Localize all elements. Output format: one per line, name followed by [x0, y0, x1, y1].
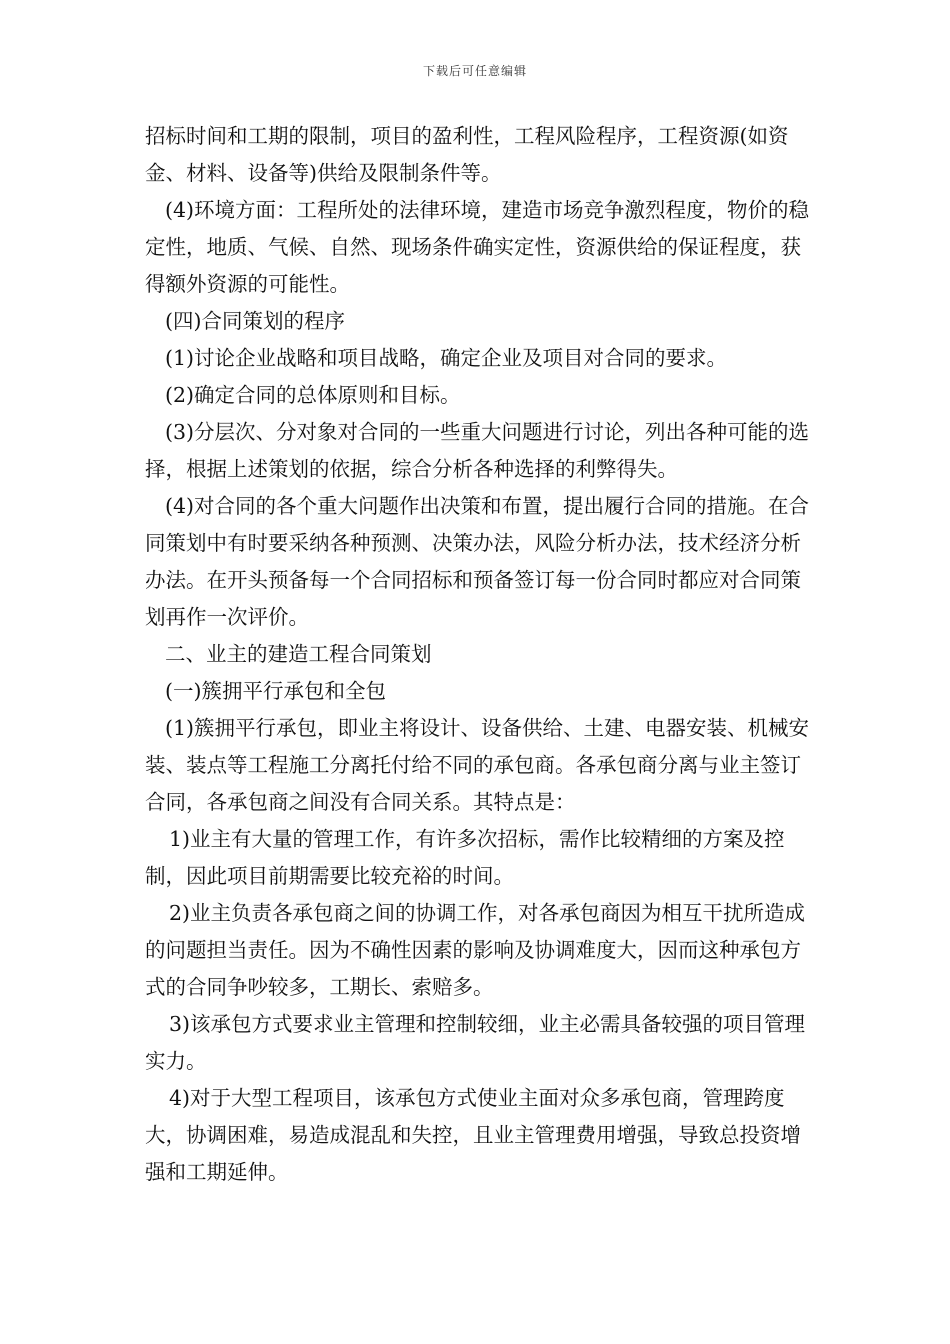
section-heading: (一)簇拥平行承包和全包 — [165, 679, 386, 703]
paragraph: (1)簇拥平行承包，即业主将设计、设备供给、土建、电器安装、机械安装、装点等工程施工分离托付给不同的承包商。各承包商分离与业主签订合同，各承包商之间没有合同关系。其特点是： — [145, 716, 810, 814]
section-heading: 二、业主的建造工程合同策划 — [165, 642, 432, 666]
paragraph: (1)讨论企业战略和项目战略，确定企业及项目对合同的要求。 — [165, 346, 728, 370]
list-item: 4)对于大型工程项目，该承包方式使业主面对众多承包商，管理跨度大，协调困难，易造成混乱和失控，且业主管理费用增强，导致总投资增强和工期延伸。 — [145, 1086, 801, 1184]
section-heading: (四)合同策划的程序 — [165, 309, 345, 333]
list-item: 3)该承包方式要求业主管理和控制较细，业主必需具备较强的项目管理实力。 — [145, 1012, 806, 1073]
page-header: 下载后可任意编辑 — [422, 64, 527, 78]
paragraph: (3)分层次、分对象对合同的一些重大问题进行讨论，列出各种可能的选择，根据上述策划的依据，综合分析各种选择的利弊得失。 — [145, 420, 810, 481]
list-item: 2)业主负责各承包商之间的协调工作，对各承包商因为相互干扰所造成的问题担当责任。因为不确性因素的影响及协调难度大，因而这种承包方式的合同争吵较多，工期长、索赔多。 — [145, 901, 806, 999]
paragraph: 招标时间和工期的限制，项目的盈利性，工程风险程序，工程资源(如资金、材料、设备等)供给及限制条件等。 — [145, 124, 789, 185]
list-item: 1)业主有大量的管理工作，有许多次招标，需作比较精细的方案及控制，因此项目前期需要比较充裕的时间。 — [145, 827, 785, 888]
document-body — [145, 118, 815, 1191]
paragraph: (4)环境方面：工程所处的法律环境，建造市场竞争激烈程度，物价的稳定性，地质、气候、自然、现场条件确实定性，资源供给的保证程度，获得额外资源的可能性。 — [145, 198, 810, 296]
paragraph: (4)对合同的各个重大问题作出决策和布置，提出履行合同的措施。在合同策划中有时要采纳各种预测、决策办法，风险分析办法，技术经济分析办法。在开头预备每一个合同招标和预备签订每一份合同时都应对合同策划再作一次评价。 — [145, 494, 810, 629]
paragraph: (2)确定合同的总体原则和目标。 — [165, 383, 461, 407]
